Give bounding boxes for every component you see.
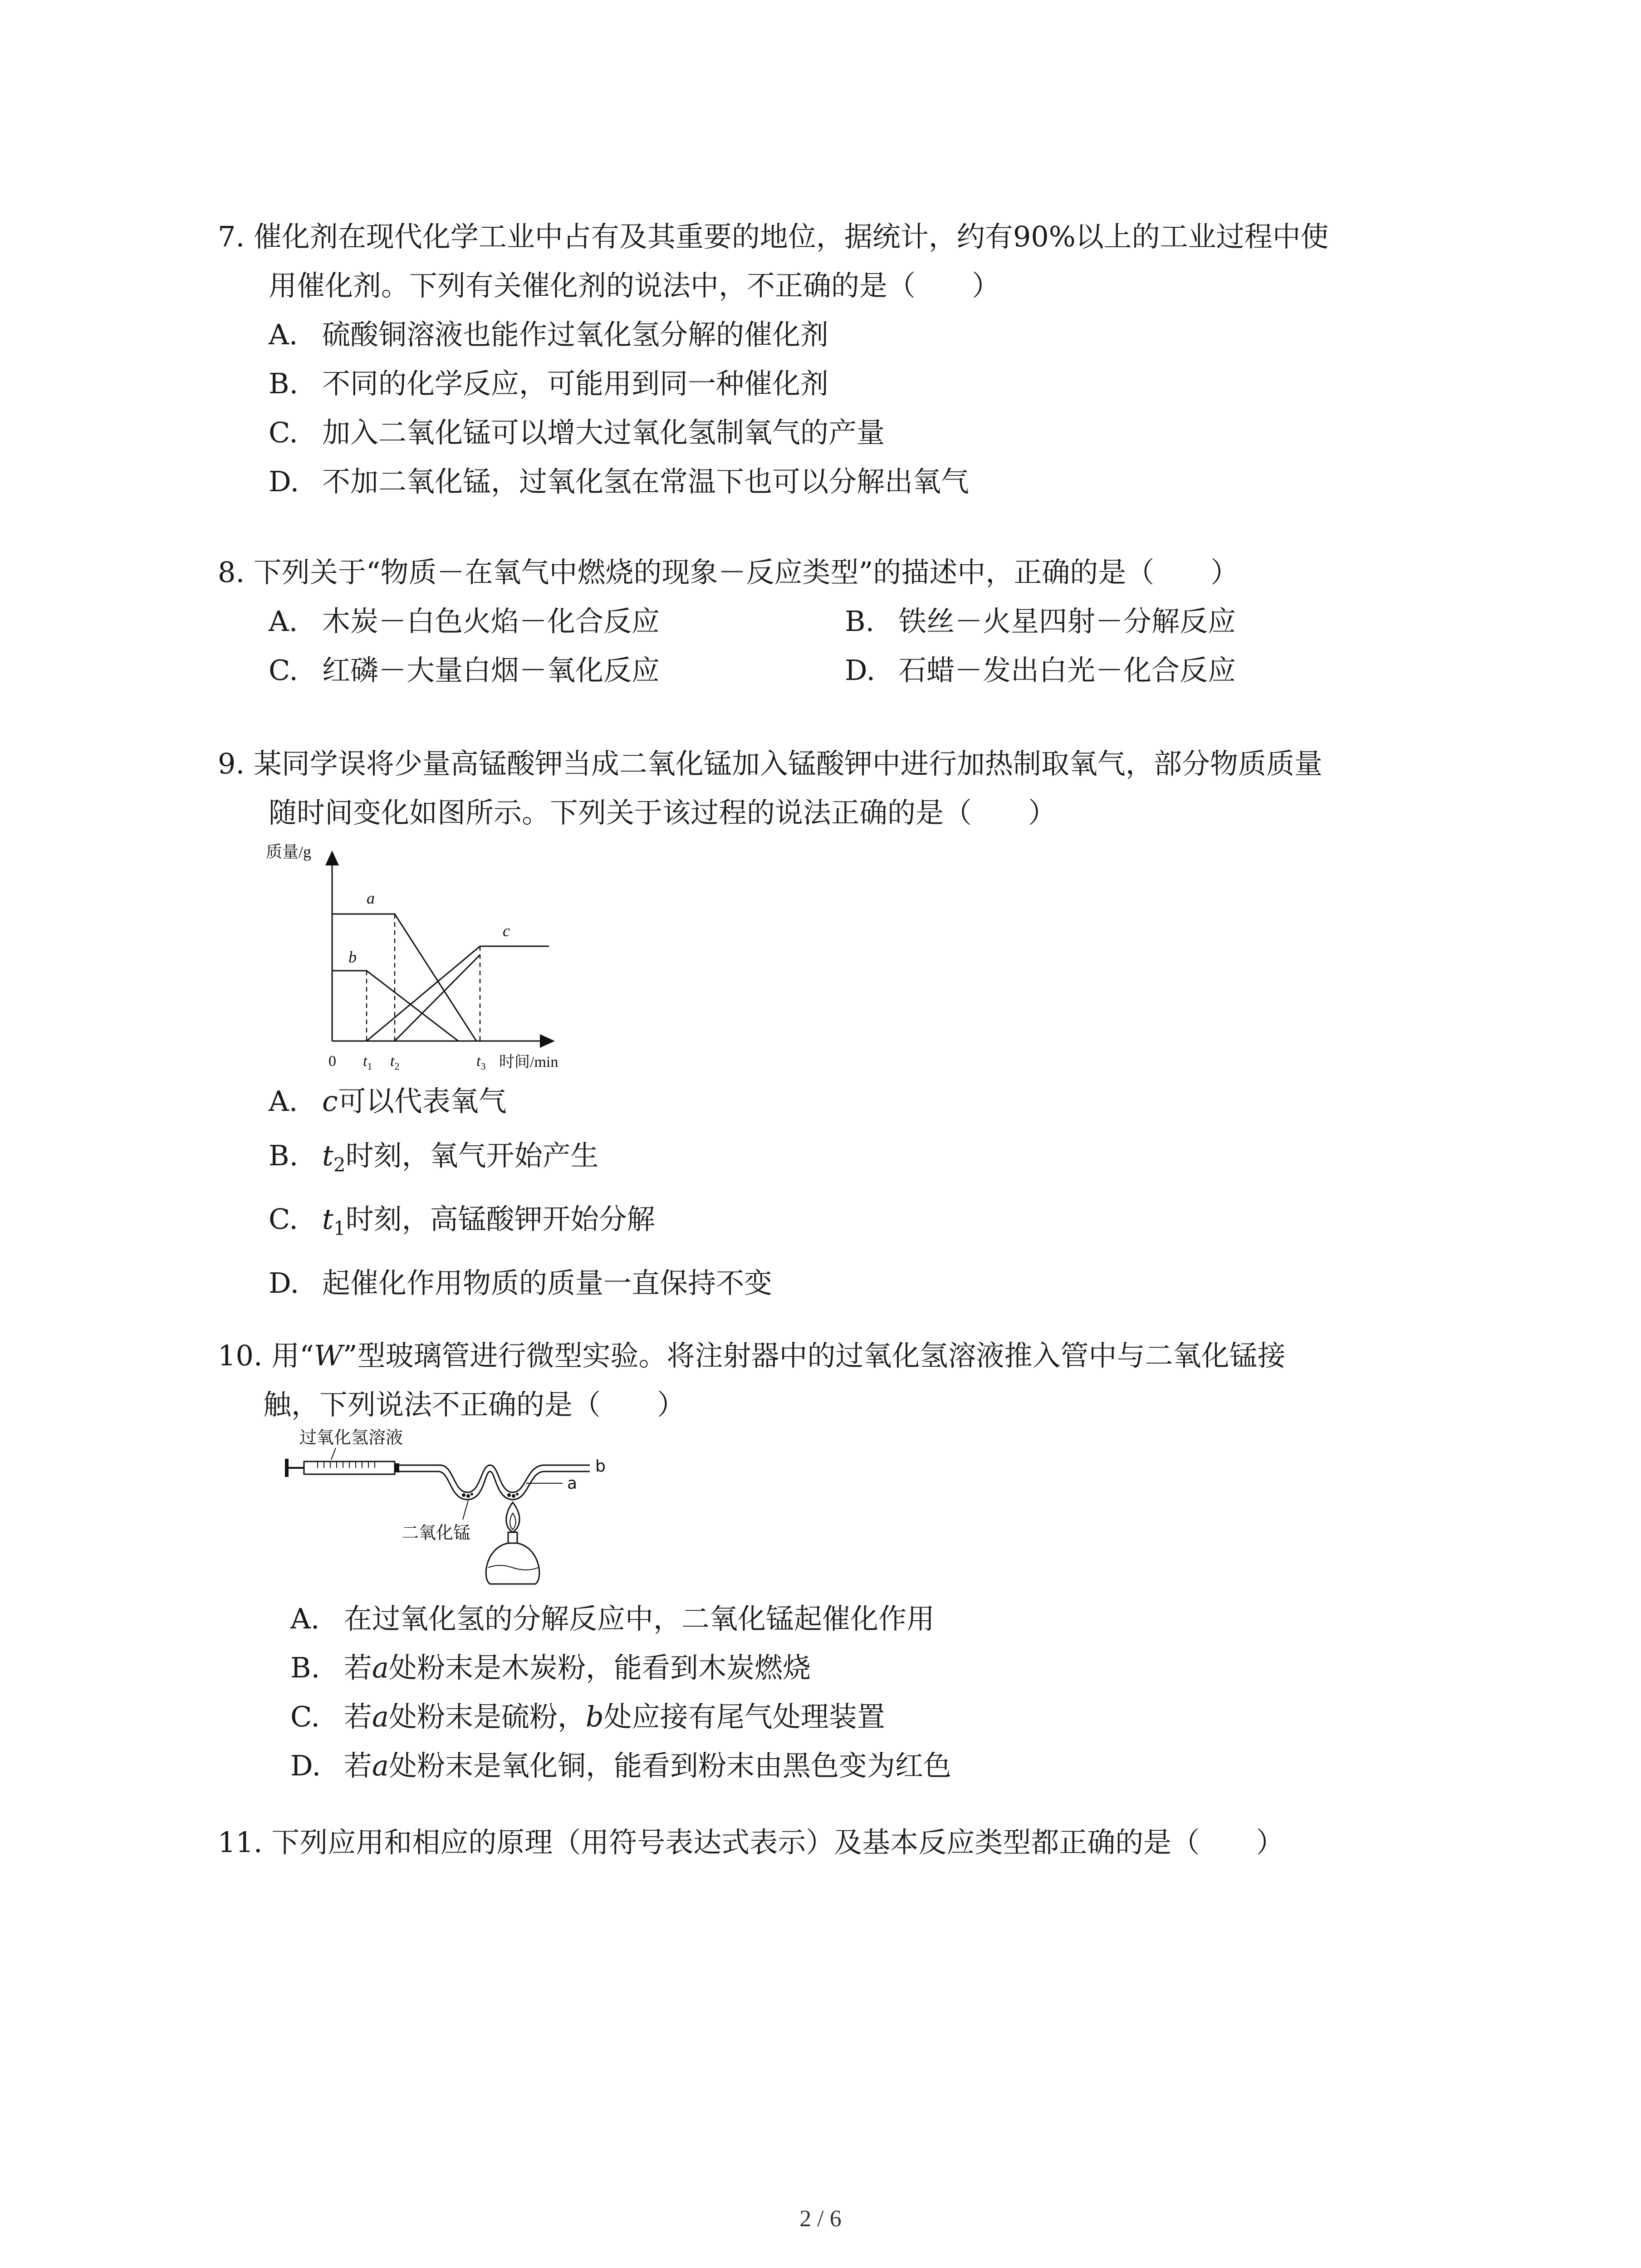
curve-b-label: b	[348, 948, 357, 966]
question-11	[218, 1818, 1443, 1867]
option-text: 不加二氧化锰，过氧化氢在常温下也可以分解出氧气	[322, 465, 970, 498]
option-text: 石蜡－发出白光－化合反应	[898, 654, 1236, 687]
syringe-plunger-end	[285, 1459, 289, 1477]
option-variable: c	[322, 1085, 338, 1118]
x-axis-label: 时间/min	[499, 1054, 558, 1070]
option-label: B.	[845, 605, 875, 638]
question-8-options-row-1	[218, 597, 1443, 646]
question-7-option-c[interactable]	[218, 408, 1443, 457]
origin-label: 0	[328, 1053, 336, 1070]
curve-a-label: a	[367, 889, 375, 907]
option-text: 木炭－白色火焰－化合反应	[322, 605, 660, 638]
question-7-stem-line-2: 用催化剂。下列有关催化剂的说法中，不正确的是（ ）	[269, 269, 1000, 302]
powder-a	[507, 1493, 519, 1498]
option-text: 红磷－大量白烟－氧化反应	[322, 654, 660, 687]
question-10-option-a[interactable]	[218, 1594, 1443, 1643]
option-variable: a	[372, 1651, 389, 1684]
option-text: 硫酸铜溶液也能作过氧化氢分解的催化剂	[322, 318, 829, 351]
label-mno2: 二氧化锰	[402, 1523, 471, 1543]
syringe-tip	[395, 1463, 399, 1472]
lamp-wick-holder	[508, 1532, 517, 1543]
option-text: 时刻，高锰酸钾开始分解	[345, 1202, 655, 1236]
lamp-liquid	[488, 1565, 538, 1570]
question-9-option-d[interactable]	[218, 1256, 1443, 1310]
question-10-options	[218, 1594, 1443, 1790]
question-8	[218, 548, 1443, 695]
question-7-stem-line-1: 7. 催化剂在现代化学工业中占有及其重要的地位，据统计，约有90%以上的工业过程中使	[218, 220, 1329, 253]
option-label: D.	[269, 1266, 299, 1300]
option-label: C.	[269, 654, 298, 687]
flame	[506, 1502, 519, 1532]
question-9-option-a[interactable]	[218, 1074, 1443, 1129]
option-label: B.	[290, 1651, 320, 1684]
question-10-option-c[interactable]	[218, 1692, 1443, 1741]
option-text: 不同的化学反应，可能用到同一种催化剂	[322, 367, 829, 400]
option-label: C.	[290, 1700, 320, 1733]
option-label: D.	[845, 654, 876, 687]
w-tube-apparatus	[272, 1424, 617, 1588]
question-9-stem-line-1: 9. 某同学误将少量高锰酸钾当成二氧化锰加入锰酸钾中进行加热制取氧气，部分物质质量	[218, 747, 1323, 780]
option-label: C.	[269, 1202, 298, 1236]
question-8-stem-line-1: 8. 下列关于“物质－在氧气中燃烧的现象－反应类型”的描述中，正确的是（ ）	[218, 556, 1239, 589]
syringe-scale	[318, 1461, 375, 1468]
question-7-option-d[interactable]	[218, 457, 1443, 506]
option-label: D.	[290, 1749, 321, 1782]
option-text-2: 处应接有尾气处理装置	[603, 1700, 885, 1733]
tick-t3: $t_3$	[476, 1053, 486, 1072]
question-8-option-a[interactable]	[269, 597, 845, 646]
lamp-body	[486, 1543, 539, 1584]
curve-rising	[395, 955, 480, 1041]
label-a: a	[567, 1474, 578, 1493]
question-10	[218, 1331, 1443, 1429]
option-text: 在过氧化氢的分解反应中，二氧化锰起催化作用	[344, 1602, 935, 1635]
question-9-option-c[interactable]	[218, 1192, 1443, 1256]
question-9-option-b[interactable]	[218, 1129, 1443, 1192]
tick-t2: $t_2$	[390, 1053, 400, 1072]
question-7	[218, 212, 1443, 506]
question-10-option-b[interactable]	[218, 1643, 1443, 1692]
option-text: 时刻，氧气开始产生	[345, 1139, 599, 1172]
label-h2o2-solution: 过氧化氢溶液	[299, 1427, 403, 1447]
curve-c-rise	[367, 946, 480, 1041]
tick-t1: $t_1$	[363, 1053, 372, 1072]
question-11-stem-line-1: 11. 下列应用和相应的原理（用符号表达式表示）及基本反应类型都正确的是（ ）	[218, 1826, 1284, 1859]
option-text: 处粉末是硫粉，	[388, 1700, 586, 1733]
label-b: b	[595, 1457, 606, 1476]
option-label: A.	[269, 318, 298, 351]
label-mno2-pointer	[463, 1501, 468, 1520]
flame-inner	[510, 1513, 516, 1530]
option-text: 铁丝－火星四射－分解反应	[898, 605, 1236, 638]
label-h2o2-pointer	[331, 1448, 336, 1460]
option-label: D.	[269, 465, 299, 498]
option-variable: a	[372, 1749, 389, 1782]
question-10-stem-line-2: 触，下列说法不正确的是（ ）	[263, 1388, 686, 1421]
option-label: A.	[269, 605, 298, 638]
option-prefix: 若	[344, 1749, 372, 1782]
option-label: B.	[269, 1139, 299, 1172]
question-8-option-b[interactable]	[845, 597, 1421, 646]
option-variable: a	[372, 1700, 389, 1733]
option-label: C.	[269, 416, 298, 449]
option-prefix: 若	[344, 1700, 372, 1733]
question-8-option-c[interactable]	[269, 646, 845, 695]
question-9	[218, 739, 1443, 837]
option-subscript: 1	[333, 1217, 346, 1240]
y-axis-label: 质量/g	[266, 843, 312, 861]
option-text: 可以代表氧气	[338, 1085, 507, 1118]
option-text: 处粉末是木炭粉，能看到木炭燃烧	[388, 1651, 811, 1684]
option-subscript: 2	[333, 1154, 346, 1176]
option-text: 处粉末是氧化铜，能看到粉末由黑色变为红色	[388, 1749, 951, 1782]
option-label: B.	[269, 367, 299, 400]
option-variable: t	[322, 1139, 333, 1172]
option-prefix: 若	[344, 1651, 372, 1684]
mno2-powder	[462, 1493, 473, 1498]
option-label: A.	[290, 1602, 320, 1635]
w-tube-inner	[399, 1471, 590, 1500]
curve-c-label: c	[503, 922, 510, 940]
mass-time-graph	[254, 839, 581, 1080]
question-7-option-b[interactable]	[218, 359, 1443, 408]
option-label: A.	[269, 1085, 298, 1118]
question-8-option-d[interactable]	[845, 646, 1421, 695]
question-8-options-row-2	[218, 646, 1443, 695]
option-variable-2: b	[586, 1700, 604, 1733]
option-text: 起催化作用物质的质量一直保持不变	[322, 1266, 773, 1300]
page-number: 2 / 6	[799, 2206, 842, 2232]
question-10-stem-line-1: 10. 用“W”型玻璃管进行微型实验。将注射器中的过氧化氢溶液推入管中与二氧化锰接	[218, 1339, 1286, 1372]
question-10-option-d[interactable]	[218, 1741, 1443, 1790]
question-9-stem-line-2: 随时间变化如图所示。下列关于该过程的说法正确的是（ ）	[269, 796, 1057, 829]
option-variable: t	[322, 1202, 333, 1236]
question-9-options	[218, 1074, 1443, 1310]
question-7-option-a[interactable]	[218, 310, 1443, 359]
curve-a	[332, 914, 476, 1041]
option-text: 加入二氧化锰可以增大过氧化氢制氧气的产量	[322, 416, 885, 449]
